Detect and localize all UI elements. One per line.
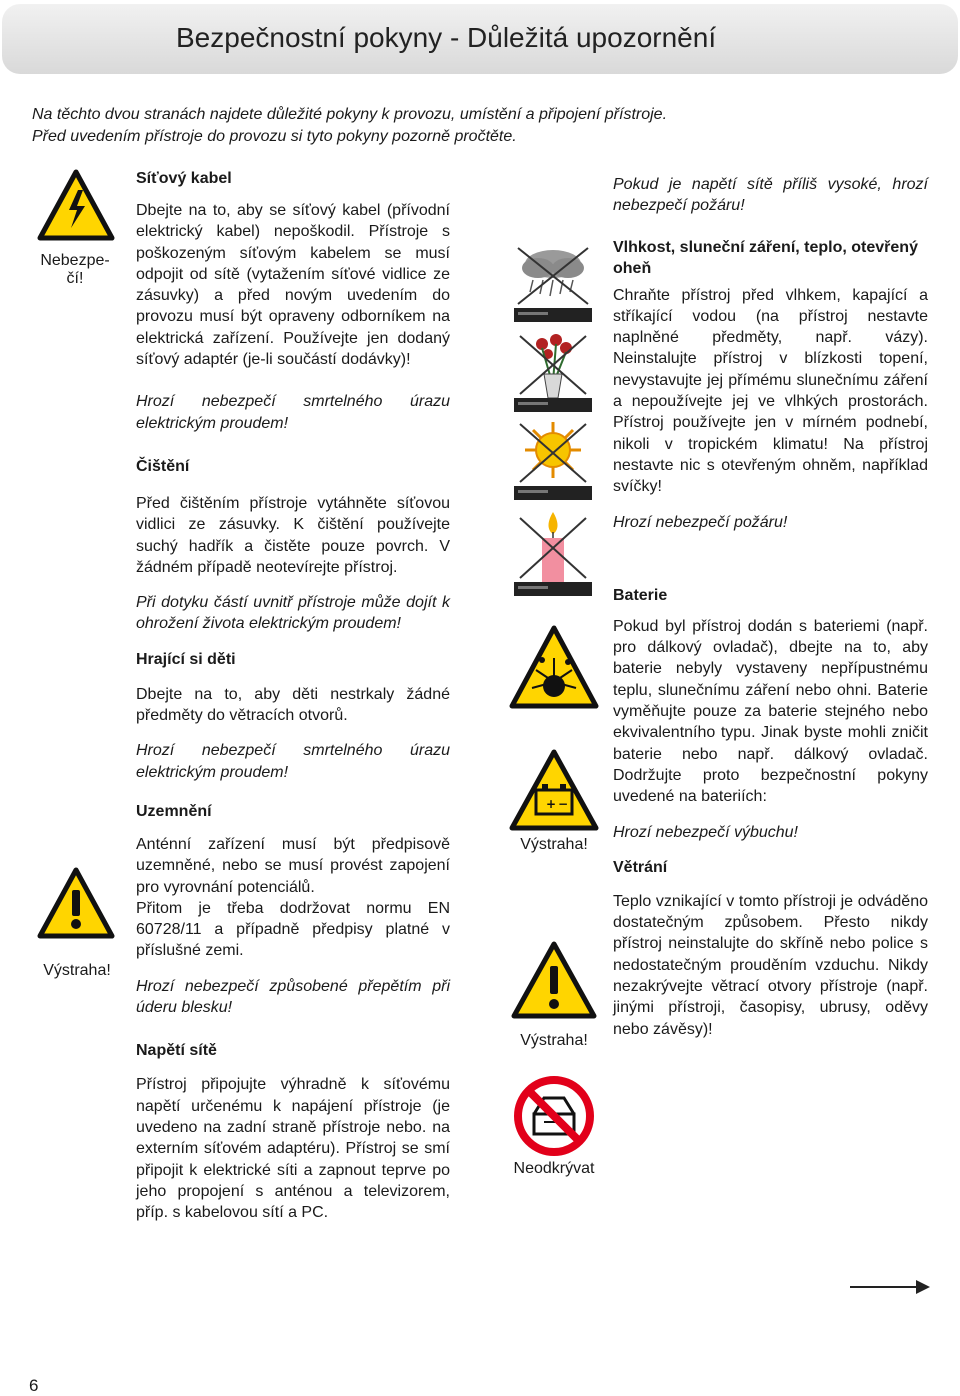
danger-caption-line-1: Nebezpe-	[40, 252, 110, 269]
vase-device-icon	[508, 332, 598, 416]
cleaning-text: Před čištěním přístroje vytáhněte síťovou vidlici ze zásuvky. K čištění používejte suchý hadřík a čistěte pouze povrch. V žádném případě neotevírejte přístroj.	[136, 494, 450, 576]
intro-line-2: Před uvedením přístroje do provozu si tyto pokyny pozorně pročtěte.	[32, 128, 517, 145]
section-title-ventilation: Větrání	[613, 858, 668, 876]
no-covering-caption: Neodkrývat	[513, 1160, 595, 1177]
explosion-icon	[508, 624, 600, 712]
intro-text	[32, 104, 852, 148]
section-title-grounding: Uzemnění	[136, 802, 212, 820]
ventilation-text: Teplo vznikající v tomto přístroji je odváděno dostatečným způsobem. Přesto nikdy přístroj neinstalujte do skříně nebo police s nedostatečným prouděním vzduchu. Nikdy nezakrývejte větrací otvory přístroje (např. jinými přístroji, časopisy, ubrusy, oděvy nebo závěsy)!	[613, 892, 928, 1038]
section-title-cleaning: Čištění	[136, 457, 190, 475]
batteries-warning: Hrozí nebezpečí výbuchu!	[613, 823, 798, 841]
power-cable-text: Dbejte na to, aby se síťový kabel (přívodní elektrický kabel) nepoškodil. Přístroje s poškozeným síťovým kabelem se musí odpojit od sítě (vytažením síťové vidlice ze zásuvky) a před novým uvedením do provozu musí být opraveny odborníkem na elektrická zařízení. Používejte jen dodaný síťový adaptér (je-li součástí dodávky)!	[136, 202, 450, 369]
batteries-text: Pokud byl přístroj dodán s bateriemi (např. pro dálkový ovladač), dbejte na to, aby baterie nebyly vystaveny nepřípustnému teplu, slunečnímu záření nebo ohni. Baterie vyměňujte pouze za baterie stejného nebo ekvivalentního typu. Jinak byste mohli zničit baterie nebo např. dálkový ovladač. Dodržujte proto bezpečnostní pokyny uvedené na bateriích:	[613, 617, 928, 806]
children-text: Dbejte na to, aby děti nestrkaly žádné předměty do větracích otvorů.	[136, 685, 450, 725]
danger-caption	[30, 252, 120, 288]
section-title-humidity: Vlhkost, sluneční záření, teplo, otevřený oheň	[613, 238, 918, 277]
sun-device-icon	[508, 420, 598, 504]
grounding-text-2: Přitom je třeba dodržovat normu EN 60728/11 a případně předpisy platné v příslušné zemi.	[136, 899, 450, 960]
warning-icon	[510, 940, 598, 1022]
section-title-batteries: Baterie	[613, 586, 668, 604]
cleaning-warning: Při dotyku částí uvnitř přístroje může dojít k ohrožení života elektrickým proudem!	[136, 594, 450, 633]
section-title-mains-voltage: Napětí sítě	[136, 1042, 217, 1060]
intro-line-1: Na těchto dvou stranách najdete důležité pokyny k provozu, umístění a připojení přístroje.	[32, 106, 668, 123]
grounding-text-1: Anténní zařízení musí být předpisově uzemněné, nebo se musí provést zapojení pro vyrovnání potenciálů.	[136, 835, 450, 896]
rain-device-icon	[508, 244, 598, 326]
humidity-text: Chraňte přístroj před vlhkem, kapající a stříkající vodou (na přístroj nestavte naplněné předměty, např. vázy). Neinstalujte přístroj v blízkosti topení, nevystavujte jej přímému slunečnímu záření a nepoužívejte jej ve vlhkých prostorách. Přístroj používejte jen v mírném podnebí, nikoli v tropickém klimatu! Na přístroj nestavte nic s otevřeným ohněm, například svíčky!	[613, 286, 928, 496]
section-title-children: Hrající si děti	[136, 650, 236, 668]
mains-voltage-text: Přístroj připojujte výhradně k síťovému napětí určenému k napájení přístroje (je uvedeno na zadní straně přístroje nebo. na externím síťovém adaptéru). Přístroj se smí připojit k elektrické síti a zapnout teprve po jeho propojení s anténou a televizorem, příp. s kabelovou sítí a PC.	[136, 1076, 450, 1222]
section-title-power-cable: Síťový kabel	[136, 170, 232, 187]
children-warning: Hrozí nebezpečí smrtelného úrazu elektrickým proudem!	[136, 742, 450, 781]
svg-text:−: −	[558, 797, 569, 811]
battery-warning-icon	[508, 748, 600, 834]
overvoltage-warning: Pokud je napětí sítě příliš vysoké, hrozí nebezpečí požáru!	[613, 176, 928, 215]
power-cable-warning: Hrozí nebezpečí smrtelného úrazu elektrickým proudem!	[136, 393, 450, 432]
page-number: 6	[29, 1376, 39, 1395]
danger-caption-line-2: čí!	[66, 270, 84, 287]
page-title: Bezpečnostní pokyny - Důležitá upozornění	[176, 22, 717, 53]
grounding-warning: Hrozí nebezpečí způsobené přepětím při úderu blesku!	[136, 977, 450, 1017]
battery-warning-caption: Výstraha!	[520, 836, 588, 853]
warning-icon	[36, 866, 116, 942]
candle-device-icon	[508, 510, 598, 598]
next-page-arrow-icon	[850, 1278, 932, 1296]
humidity-warning: Hrozí nebezpečí požáru!	[613, 513, 788, 531]
warning-caption: Výstraha!	[43, 962, 111, 979]
svg-text:+: +	[546, 797, 557, 811]
warning-caption: Výstraha!	[520, 1032, 588, 1049]
left-column	[136, 168, 450, 1223]
high-voltage-icon	[36, 168, 116, 244]
right-column	[613, 174, 928, 1040]
no-covering-icon	[512, 1074, 596, 1158]
